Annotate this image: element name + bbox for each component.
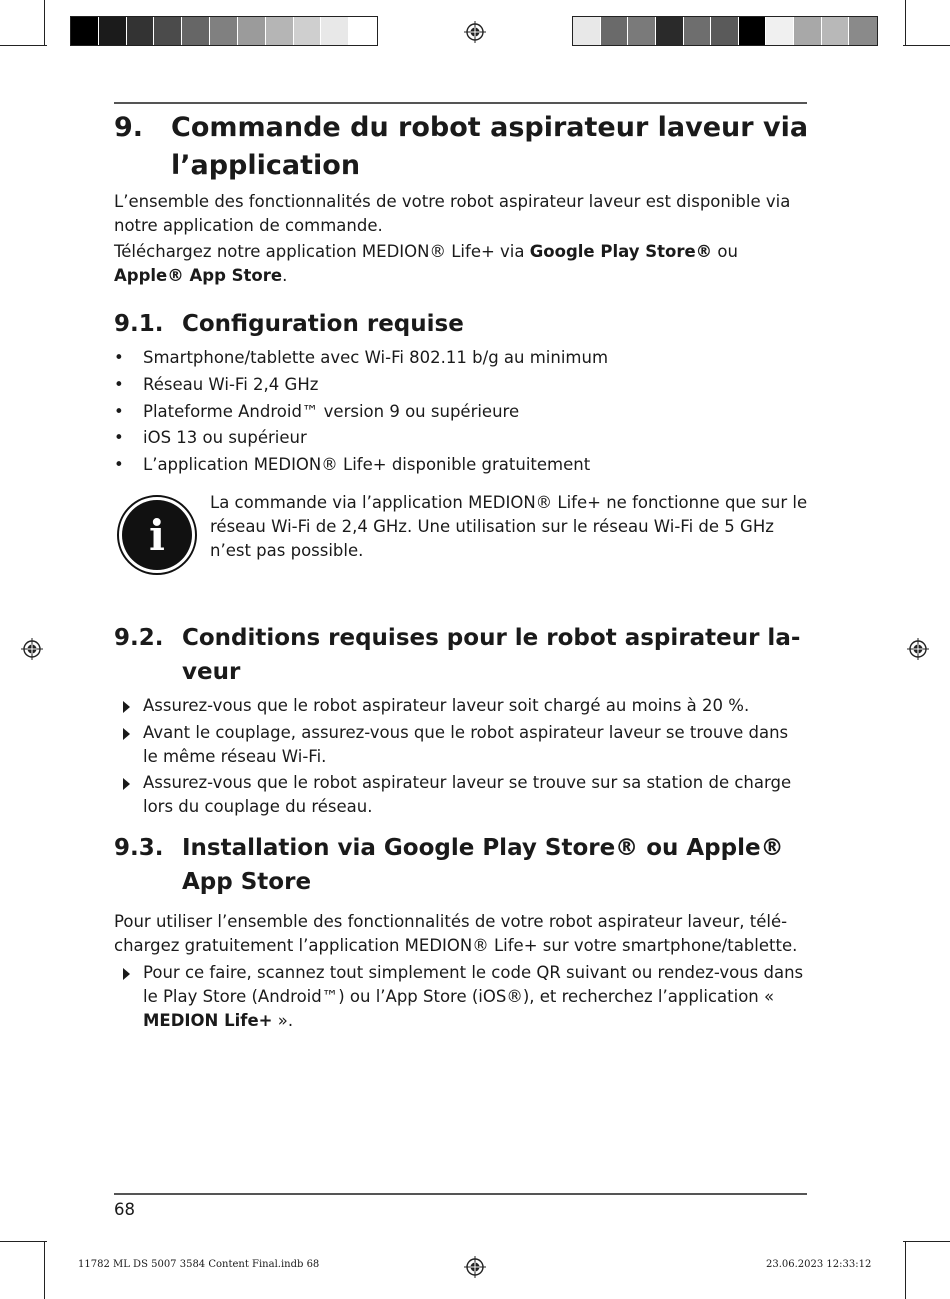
- chapter-title: Commande du robot aspirateur laveur via l’application: [171, 112, 809, 181]
- info-icon: [116, 494, 198, 576]
- step-item: [114, 694, 807, 718]
- step-text: [143, 961, 807, 1033]
- section-3-intro: Pour utiliser l’ensemble des fonctionnalités de votre robot aspirateur laveur, télé-chargez gratuitement l’application MEDION® Life+ sur votre smartphone/tablette.: [114, 912, 798, 955]
- color-swatch: [238, 17, 266, 45]
- intro-text: ou: [712, 242, 738, 261]
- list-item-text: iOS 13 ou supérieur: [143, 428, 307, 447]
- registration-mark-icon: [21, 638, 43, 660]
- apple-app-store-label: Apple® App Store: [114, 266, 283, 285]
- step-text: Assurez-vous que le robot aspirateur laveur se trouve sur sa station de charge lors du couplage du réseau.: [143, 773, 792, 816]
- color-swatch: [684, 17, 712, 45]
- bullet-symbol: •: [114, 402, 124, 421]
- step-text-part: Pour ce faire, scannez tout simplement le code QR suivant ou rendez-vous dans le Play Store (Android™) ou l’App Store (iOS®), et recherchez l’application «: [143, 963, 804, 1006]
- section-number: 9.1.: [114, 311, 164, 337]
- print-footer-timestamp: 23.06.2023 12:33:12: [766, 1259, 872, 1270]
- intro-paragraph-1: L’ensemble des fonctionnalités de votre robot aspirateur laveur est disponible via notre application de commande.: [114, 192, 791, 235]
- color-swatch: [794, 17, 822, 45]
- registration-mark-icon: [907, 638, 929, 660]
- color-swatch: [321, 17, 349, 45]
- arrow-right-icon: [123, 728, 130, 740]
- arrow-right-icon: [123, 968, 130, 980]
- info-icon-glyph: i: [149, 511, 165, 560]
- print-footer-file: 11782 ML DS 5007 3584 Content Final.indb 68: [78, 1259, 320, 1270]
- arrow-right-icon: [123, 778, 130, 790]
- intro-text: Téléchargez notre application MEDION® Life+ via: [114, 242, 530, 261]
- step-text: Avant le couplage, assurez-vous que le robot aspirateur laveur se trouve dans le même réseau Wi-Fi.: [143, 723, 789, 766]
- intro-text: .: [282, 266, 288, 285]
- color-swatch: [822, 17, 850, 45]
- color-swatch: [294, 17, 322, 45]
- color-swatch: [766, 17, 794, 45]
- color-bar-right: [572, 16, 878, 46]
- section-title: Installation via Google Play Store® ou Apple® App Store: [182, 835, 784, 895]
- section-title: Conditions requises pour le robot aspirateur la-veur: [182, 625, 801, 685]
- color-swatch: [154, 17, 182, 45]
- step-item: [114, 961, 807, 1033]
- intro-paragraph-2: [114, 240, 807, 288]
- color-swatch: [628, 17, 656, 45]
- list-item-text: L’application MEDION® Life+ disponible gratuitement: [143, 455, 591, 474]
- chapter-number: 9.: [114, 112, 144, 143]
- color-swatch: [849, 17, 877, 45]
- step-text-part: ».: [272, 1011, 294, 1030]
- color-swatch: [711, 17, 739, 45]
- color-swatch: [182, 17, 210, 45]
- color-swatch: [573, 17, 601, 45]
- arrow-right-icon: [123, 701, 130, 713]
- step-item: [114, 771, 807, 819]
- top-rule: [114, 102, 807, 104]
- list-item-text: Plateforme Android™ version 9 ou supérieure: [143, 402, 520, 421]
- section-title: Configuration requise: [182, 311, 464, 337]
- color-swatch: [127, 17, 155, 45]
- color-swatch: [266, 17, 294, 45]
- step-item: [114, 721, 807, 769]
- bullet-symbol: •: [114, 428, 124, 447]
- bottom-rule: [114, 1193, 807, 1195]
- bullet-symbol: •: [114, 348, 124, 367]
- color-swatch: [99, 17, 127, 45]
- page-number: 68: [114, 1200, 135, 1219]
- bullet-symbol: •: [114, 375, 124, 394]
- color-swatch: [656, 17, 684, 45]
- registration-mark-icon: [464, 21, 486, 43]
- section-number: 9.3.: [114, 835, 164, 861]
- color-swatch: [349, 17, 377, 45]
- google-play-store-label: Google Play Store®: [529, 242, 713, 261]
- section-number: 9.2.: [114, 625, 164, 651]
- info-note-text: La commande via l’application MEDION® Life+ ne fonctionne que sur le réseau Wi-Fi de 2,4 GHz. Une utilisation sur le réseau Wi-Fi de 5 GHz n’est pas possible.: [210, 493, 808, 560]
- step-text: Assurez-vous que le robot aspirateur laveur soit chargé au moins à 20 %.: [143, 696, 750, 715]
- registration-mark-icon: [464, 1256, 486, 1278]
- color-swatch: [210, 17, 238, 45]
- color-bar-left: [70, 16, 378, 46]
- list-item-text: Smartphone/tablette avec Wi-Fi 802.11 b/g au minimum: [143, 348, 609, 367]
- color-swatch: [71, 17, 99, 45]
- app-name: MEDION Life+: [143, 1011, 273, 1030]
- color-swatch: [601, 17, 629, 45]
- bullet-symbol: •: [114, 455, 124, 474]
- list-item-text: Réseau Wi-Fi 2,4 GHz: [143, 375, 319, 394]
- color-swatch: [739, 17, 767, 45]
